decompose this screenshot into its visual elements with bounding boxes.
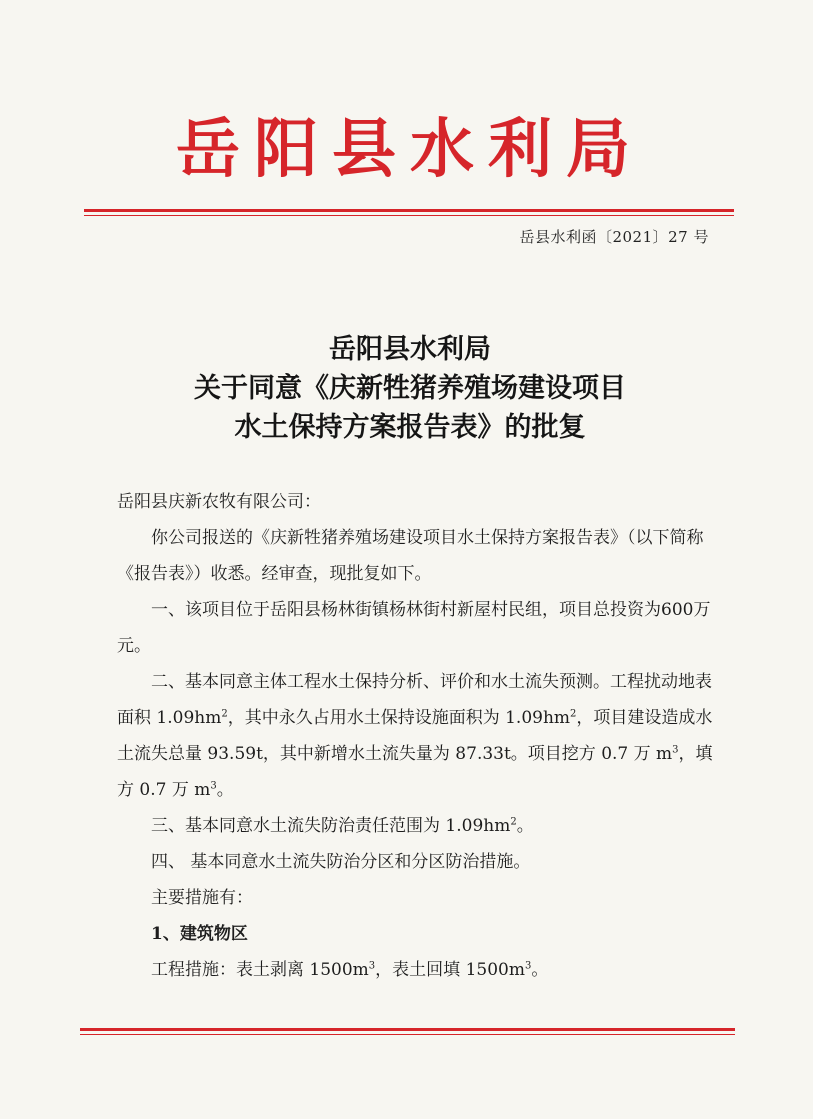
footer-rule-thick [80,1028,735,1031]
sup-2: 2 [510,816,517,828]
agency-header: 岳阳县水利局 [176,112,644,187]
header-rule-thin [84,215,734,216]
sup-2: 2 [221,708,228,720]
sup-3: 3 [672,744,679,756]
paragraph-2: 一、该项目位于岳阳县杨林街镇杨林街村新屋村民组，项目总投资为600万元。 [117,600,711,656]
document-title [100,330,720,447]
document-number: 岳县水利函〔2021〕27 号 [519,228,709,246]
sup-2: 2 [570,708,577,720]
sup-3: 3 [210,780,217,792]
paragraph-4 [117,808,717,844]
paragraph-1: 你公司报送的《庆新牲猪养殖场建设项目水土保持方案报告表》（以下简称《报告表》）收悉。经审查，现批复如下。 [117,528,704,584]
paragraph-8 [117,952,717,988]
p8-text-a: 工程措施：表土剥离 1500m [151,960,369,980]
paragraph-3 [117,664,717,808]
title-line-2: 关于同意《庆新牲猪养殖场建设项目 [194,373,626,404]
paragraph-6: 主要措施有： [151,888,253,908]
p4-text-a: 三、基本同意水土流失防治责任范围为 1.09hm [151,816,511,836]
p3-text-a: 二、基本同意主体工程水土保持分析、评价和水土流失预测。工程扰动地表面积 1.09hm [117,672,712,728]
document-body [117,484,717,988]
p3-text-e: 。 [216,780,234,800]
sup-3: 3 [368,960,376,972]
title-line-3: 水土保持方案报告表》的批复 [234,412,586,443]
sup-3: 3 [524,960,532,972]
salutation: 岳阳县庆新农牧有限公司： [117,492,321,512]
p3-text-d: ，填方 0.7 万 m [117,744,713,800]
title-line-1: 岳阳县水利局 [329,334,491,365]
p3-text-b: ，其中永久占用水土保持设施面积为 1.09hm [227,708,571,728]
p8-text-c: 。 [531,960,549,980]
footer-rule-thin [80,1034,735,1035]
p8-text-b: ，表土回填 1500m [375,960,525,980]
section-heading-1: 1、建筑物区 [151,924,248,944]
p3-text-c: ，项目建设造成水土流失总量 93.59t，其中新增水土流失量为 87.33t。项目挖方 0.7 万 m [117,708,713,764]
header-rule-thick [84,209,734,212]
p4-text-b: 。 [516,816,534,836]
paragraph-5: 四、 基本同意水土流失防治分区和分区防治措施。 [151,852,531,872]
